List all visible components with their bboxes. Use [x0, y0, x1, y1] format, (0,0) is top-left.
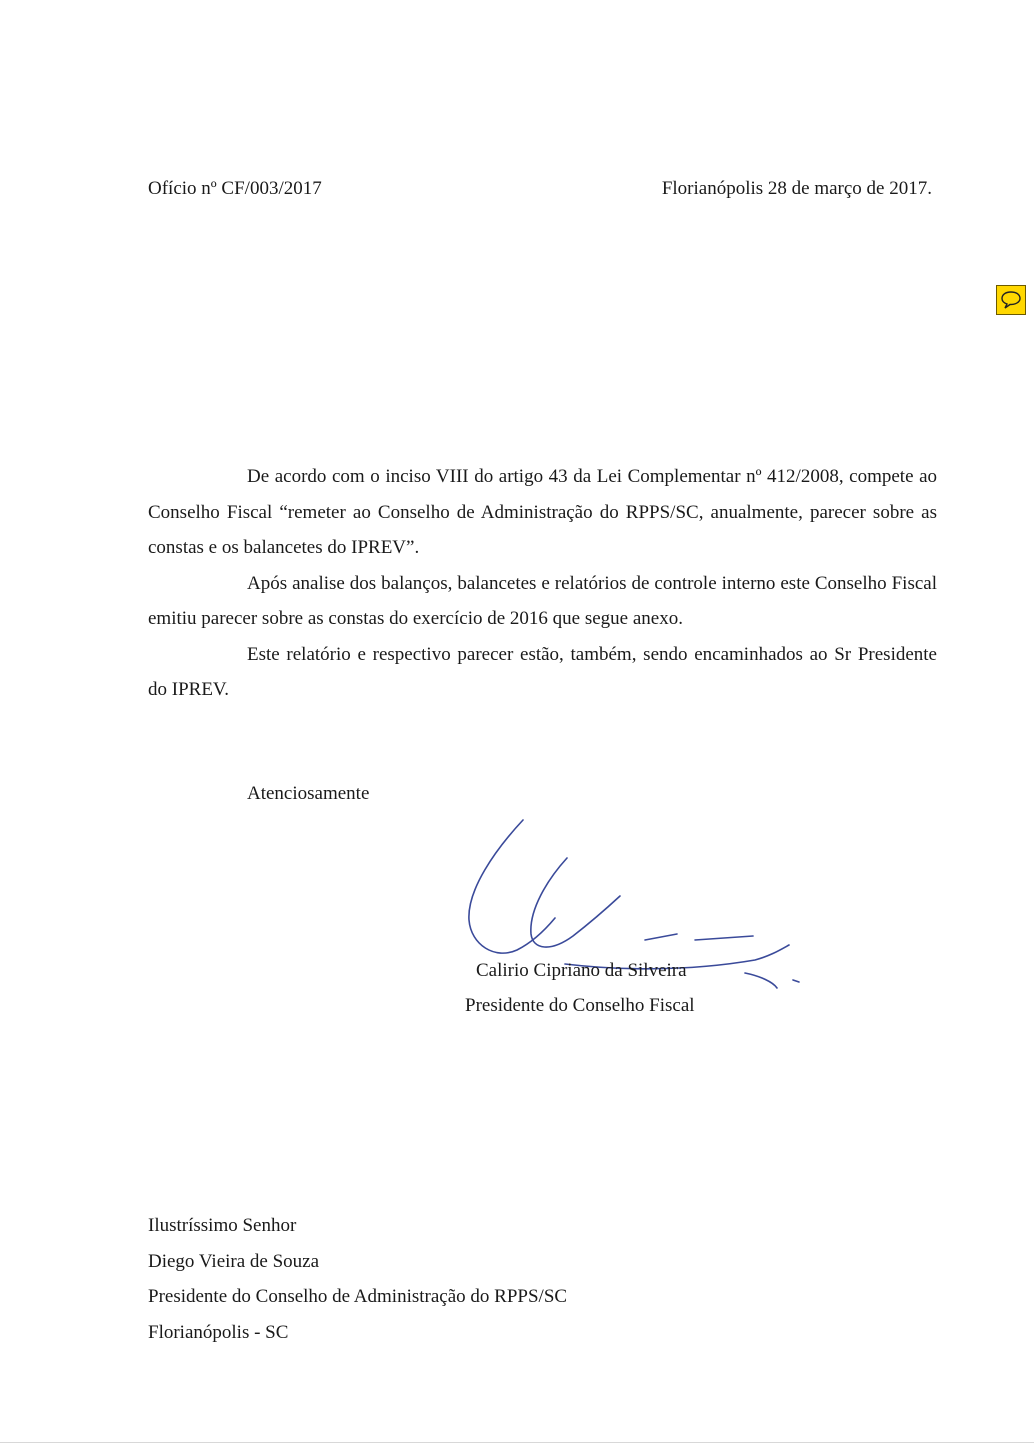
- page-bottom-edge: [0, 1442, 1034, 1443]
- signer-role: Presidente do Conselho Fiscal: [465, 995, 695, 1016]
- comment-annotation-icon[interactable]: [996, 285, 1026, 315]
- office-reference: Ofício nº CF/003/2017: [148, 178, 322, 199]
- addressee-role: Presidente do Conselho de Administração do RPPS/SC: [148, 1286, 568, 1307]
- addressee-name: Diego Vieira de Souza: [148, 1250, 320, 1272]
- body-paragraph-3: Este relatório e respectivo parecer estão, também, sendo encaminhados ao Sr Presidente do IPREV.: [148, 643, 937, 700]
- closing-salutation: Atenciosamente: [247, 783, 370, 804]
- body-paragraph-2: Após analise dos balanços, balancetes e relatórios de controle interno este Conselho Fiscal emitiu parecer sobre as constas do exercício de 2016 que segue anexo.: [148, 572, 937, 629]
- addressee-location: Florianópolis - SC: [148, 1321, 289, 1343]
- addressee-block: [148, 1208, 567, 1350]
- letter-body: [148, 459, 937, 708]
- signer-name: Calirio Cipriano da Silveira: [476, 960, 687, 981]
- addressee-salutation: Ilustríssimo Senhor: [148, 1215, 297, 1236]
- body-paragraph-1: De acordo com o inciso VIII do artigo 43 da Lei Complementar nº 412/2008, compete ao Conselho Fiscal “remeter ao Conselho de Administração do RPPS/SC, anualmente, parecer sobre as constas e os balancetes do IPREV”.: [148, 466, 937, 558]
- place-date: Florianópolis 28 de março de 2017.: [661, 178, 932, 199]
